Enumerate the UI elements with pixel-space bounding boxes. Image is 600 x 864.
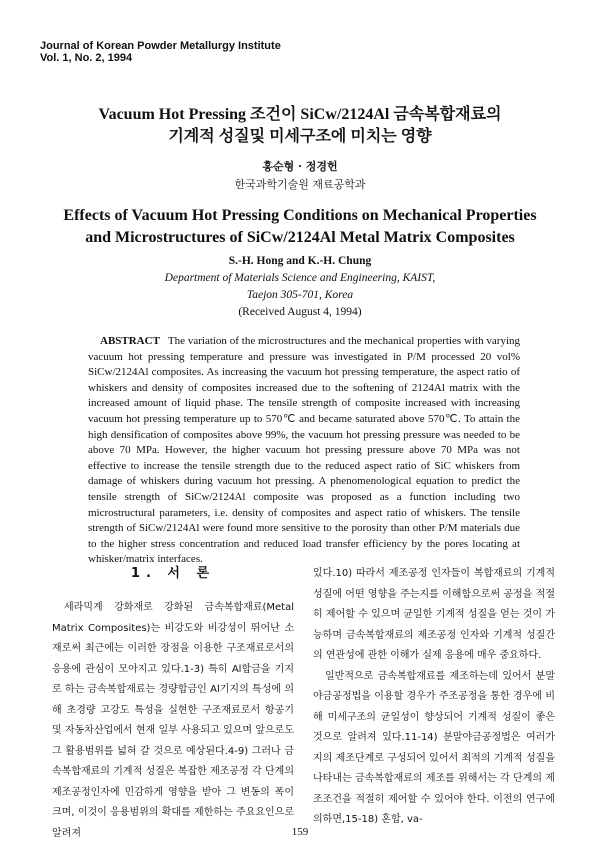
abstract [88,334,520,568]
department: Department of Materials Science and Engineering, KAIST, [164,272,436,284]
korean-author-names: 홍순형 · 정경헌 [262,160,338,173]
journal-volume: Vol. 1, No. 2, 1994 [40,52,133,64]
journal-header [40,40,281,64]
intro-paragraph-2: 일반적으로 금속복합재료를 제조하는데 있어서 분말야금공정법을 이용할 경우가 주조공정을 통한 경우에 비해 미세구조의 균일성이 향상되어 기계적 성질이 좋은 것으로 알려져 있다.11-14) 분말야금공정법은 여러가지의 제조단계로 구성되어 있어서 최적의 기계적 성질을 나타내는 금속복합재료의 제조를 위해서는 각 단계의 제조조건을 적절히 제어할 수 있어야 한다. 이전의 연구에 의하면,15-18) 혼합, va- [313,670,555,825]
korean-title-line1: Vacuum Hot Pressing 조건이 SiCw/2124Al 금속복합재료의 [98,106,502,123]
korean-affiliation: 한국과학기술원 재료공학과 [234,178,366,191]
intro-paragraph-1: 세라믹계 강화재로 강화된 금속복합재료(Metal Matrix Composites)는 비강도와 비강성이 뛰어난 소재로써 최근에는 이러한 장점을 이용한 구조재료로서의 응용에 관심이 모아지고 있다.1-3) 특히 Al합금을 기지로 하는 금속복합재료는 경량합금인 Al기지의 특성에 의해 초경량 고강도 특성을 실현한 구조재료로서 항공기 및 자동차산업에서 현재 일부 사용되고 있으며 앞으로도 그 활용범위를 넓혀 갈 것으로 예상된다.4-9) 그러나 금속복합재료의 기계적 성질은 복잡한 제조공정 각 단계의 제조공정인자에 민감하게 영향을 받아 그 변동의 폭이 크며, 이것이 응용범위의 확대를 제한하는 주요요인으로 알려져 [52,602,294,839]
page-number: 159 [291,826,309,838]
journal-name: Journal of Korean Powder Metallurgy Institute [40,40,281,52]
korean-title-line2: 기계적 성질및 미세구조에 미치는 영향 [168,128,432,145]
received-date: (Received August 4, 1994) [238,306,362,318]
section-heading-introduction: 1. 서 론 [130,566,216,581]
english-title [0,205,600,249]
abstract-label: ABSTRACT [100,335,160,347]
intro-paragraph-1-continued: 있다.10) 따라서 제조공정 인자들이 복합재료의 기계적 성질에 어떤 영향을 주는지를 이해함으로써 공정을 적절히 제어할 수 있으며 균일한 기계적 성질을 얻는 것이 가능하며 금속복합재료의 제조공정 인자와 기계적 성질간의 연관성에 관한 이해가 실제 응용에 매우 중요하다. [313,568,555,661]
korean-title [0,104,600,148]
address: Taejon 305-701, Korea [246,289,354,301]
english-author-names: S.-H. Hong and K.-H. Chung [228,255,372,267]
english-title-line2: and Microstructures of SiCw/2124Al Metal Matrix Composites [85,229,515,246]
korean-authors [0,158,600,194]
left-column [52,564,294,844]
abstract-text: The variation of the microstructures and the mechanical properties with varying vacuum hot pressing temperature and pressure was investigated in P/M processed 20 vol% SiCw/2124Al composites. As increasing the vacuum hot pressing temperature, the aspect ratio of whiskers and density of composites increased due to the softening of 2124Al matrix with the increased amount of liquid phase. The tensile strength of composite increased with increasing vacuum hot pressing temperature up to 570℃ and became saturated above 570℃. To attain the high densification of composites above 99%, the vacuum hot pressing pressure was needed to be above 70 MPa. However, the higher vacuum hot pressing pressure above 70 MPa was not effective to increase the tensile strength due to the reduced aspect ratio of SiC whiskers from damage of whiskers during vacuum hot pressing. A phenomenological equation to predict the tensile strength of SiCw/2124Al composite was proposed as a function including two microstructural parameters, i.e. density of composites and aspect ratio of whiskers. The tensile strength of SiCw/2124Al were found more sensitive to the porosity than other P/M materials due to the higher stress concentration and reduced load transfer efficiency by the pores locating at whisker/matrix interfaces. [88,335,520,566]
english-authors [0,253,600,321]
english-title-line1: Effects of Vacuum Hot Pressing Conditions on Mechanical Properties [63,207,537,224]
right-column [313,564,555,831]
